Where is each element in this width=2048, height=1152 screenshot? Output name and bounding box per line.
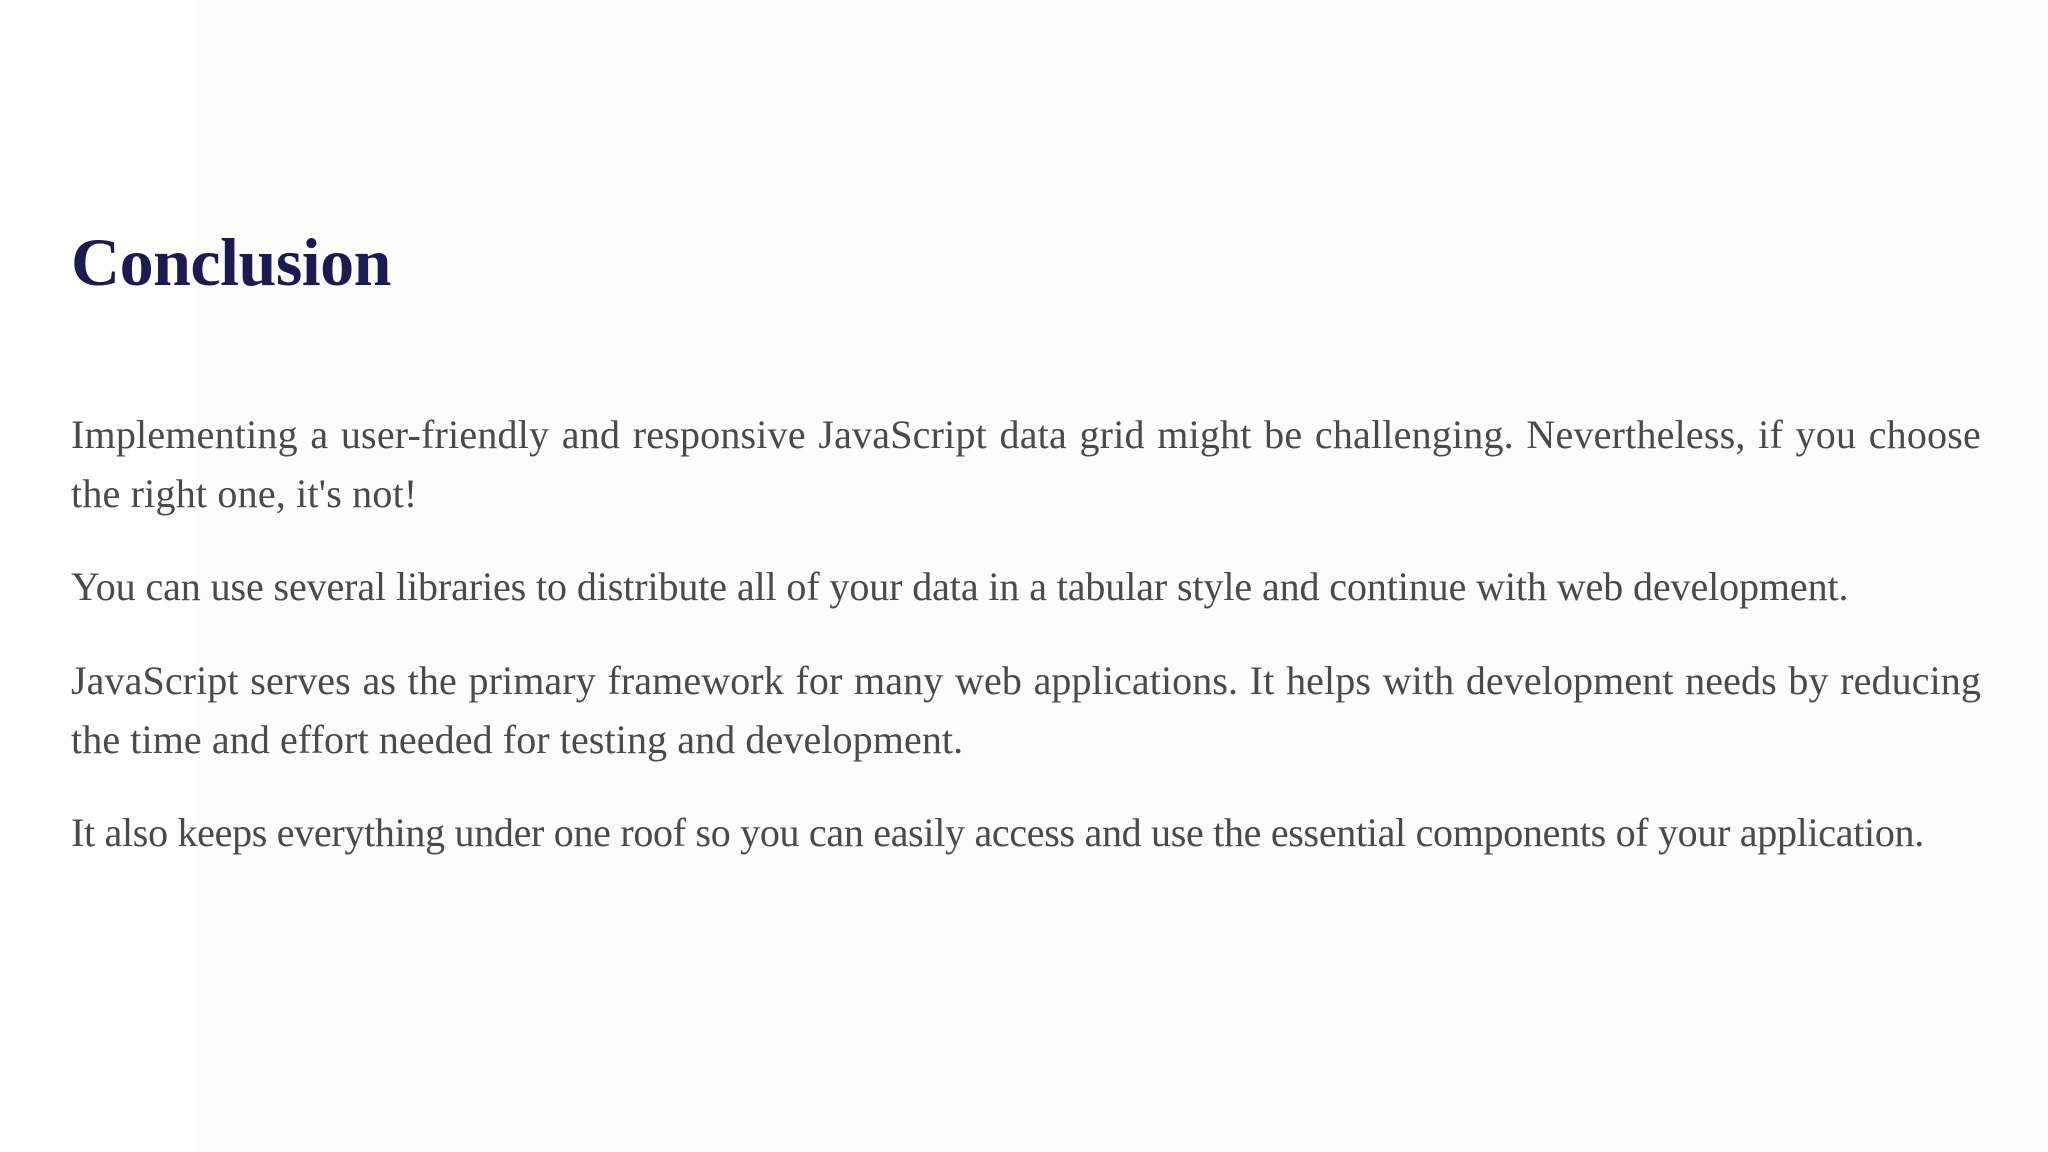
- paragraph-framework: JavaScript serves as the primary framework for many web applications. It helps with development needs by reducing the time and effort needed for testing and development.: [71, 658, 1981, 762]
- section-heading: Conclusion: [71, 224, 391, 300]
- paragraph-libraries: You can use several libraries to distribute all of your data in a tabular style and continue with web development.: [71, 564, 1849, 609]
- paragraph-intro: Implementing a user-friendly and responsive JavaScript data grid might be challenging. Nevertheless, if you choose the right one, it's not!: [71, 412, 1981, 516]
- paragraph-summary: It also keeps everything under one roof so you can easily access and use the essential components of your application.: [71, 810, 1924, 855]
